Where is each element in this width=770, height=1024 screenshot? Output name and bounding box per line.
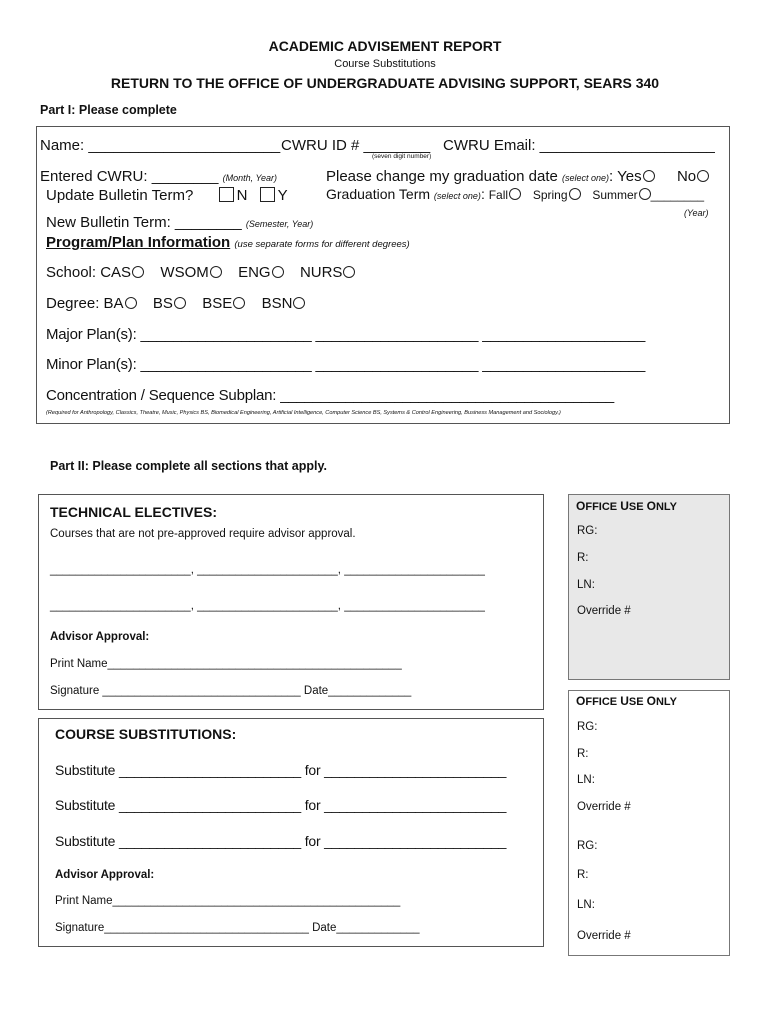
spring-radio[interactable] — [569, 188, 581, 200]
concentration-field[interactable]: Concentration / Sequence Subplan: _________________________________________ — [46, 387, 615, 404]
page-title: ACADEMIC ADVISEMENT REPORT — [268, 38, 502, 54]
substitute-row-1[interactable]: Substitute ________________________ for ________________________ — [55, 762, 507, 778]
degree-label: Degree: — [46, 295, 100, 312]
part1-heading: Part I: Please complete — [40, 103, 177, 117]
office2-override-1: Override # — [577, 801, 631, 813]
y-checkbox[interactable] — [260, 187, 275, 202]
cwru-id-note: (seven digit number) — [372, 153, 432, 160]
school-eng-label: ENG — [238, 264, 271, 281]
office1-r: R: — [577, 552, 589, 564]
school-wsom-label: WSOM — [160, 264, 209, 281]
tech-signature[interactable]: Signature _______________________________ Date_____________ — [50, 685, 412, 697]
school-cas-radio[interactable] — [132, 266, 144, 278]
tech-course-line-1[interactable]: ______________________, ______________________, ______________________ — [50, 564, 485, 576]
degree-bs-radio[interactable] — [174, 297, 186, 309]
school-cas-label: CAS — [100, 264, 132, 281]
y-label: Y — [277, 187, 288, 204]
office2-ln-2: LN: — [577, 899, 595, 911]
degree-bse-label: BSE — [202, 295, 233, 312]
summer-radio[interactable] — [639, 188, 651, 200]
degree-row — [46, 295, 305, 312]
subs-print-name[interactable]: Print Name_____________________________________________ — [55, 895, 401, 907]
summer-label: Summer — [592, 188, 638, 202]
grad-change-label: Please change my graduation date — [326, 168, 558, 185]
degree-bsn-label: BSN — [261, 295, 293, 312]
office1-ln: LN: — [577, 579, 595, 591]
tech-print-name[interactable]: Print Name______________________________________________ — [50, 658, 402, 670]
subs-advisor-label: Advisor Approval: — [55, 869, 155, 881]
select-one-note: (select one) — [562, 173, 610, 183]
school-row — [46, 264, 355, 281]
school-nurs-radio[interactable] — [343, 266, 355, 278]
update-bulletin-label: Update Bulletin Term? — [46, 187, 194, 204]
office2-ln-1: LN: — [577, 774, 595, 786]
degree-bs-label: BS — [152, 295, 173, 312]
entered-cwru-note: (Month, Year) — [222, 173, 277, 183]
update-bulletin-row — [46, 187, 288, 204]
name-field[interactable]: Name: _______________________ — [40, 137, 281, 154]
n-label: N — [236, 187, 248, 204]
minor-plan-field[interactable]: Minor Plan(s): _____________________ ____________________ ____________________ — [46, 356, 646, 373]
n-checkbox[interactable] — [219, 187, 234, 202]
grad-term-label: Graduation Term — [326, 186, 431, 202]
office-use-title-2: OFFICE USE ONLY — [576, 694, 677, 708]
grad-year-blank[interactable]: ________ — [650, 188, 705, 202]
spring-label: Spring — [532, 188, 568, 202]
school-wsom-radio[interactable] — [210, 266, 222, 278]
entered-cwru-label: Entered CWRU: ________ — [40, 168, 219, 185]
no-label: No — [676, 168, 697, 185]
office-use-title-1: OFFICE USE ONLY — [576, 499, 677, 513]
degree-bse-radio[interactable] — [233, 297, 245, 309]
cwru-id-field[interactable]: CWRU ID # ________ — [281, 137, 431, 154]
tech-note: Courses that are not pre-approved require advisor approval. — [50, 528, 356, 540]
page-subtitle: Course Substitutions — [334, 58, 436, 70]
year-note: (Year) — [684, 208, 709, 218]
grad-select-one-note: (select one) — [433, 191, 481, 201]
office2-override-2: Override # — [577, 930, 631, 942]
part2-heading: Part II: Please complete all sections that apply. — [50, 459, 327, 473]
office2-rg-1: RG: — [577, 721, 598, 733]
school-label: School: — [46, 264, 97, 281]
degree-ba-radio[interactable] — [125, 297, 137, 309]
program-heading — [46, 234, 410, 251]
required-note: (Required for Anthropology, Classics, Theatre, Music, Physics BS, Biomedical Engineering, Artificial Intelligence, Computer Science BS, Systems & Control Engineering, Business Management and Sociology.) — [46, 410, 561, 416]
no-radio[interactable] — [697, 170, 709, 182]
fall-label: Fall — [488, 188, 509, 202]
graduation-term-row: Graduation Term (select one): Fall Spring Summer ________ — [326, 186, 705, 202]
degree-bsn-radio[interactable] — [293, 297, 305, 309]
fall-radio[interactable] — [509, 188, 521, 200]
school-nurs-label: NURS — [299, 264, 343, 281]
new-bulletin-label: New Bulletin Term: ________ — [46, 214, 242, 231]
return-instructions: RETURN TO THE OFFICE OF UNDERGRADUATE ADVISING SUPPORT, SEARS 340 — [110, 75, 660, 91]
yes-radio[interactable] — [643, 170, 655, 182]
degree-ba-label: BA — [103, 295, 124, 312]
office2-r-1: R: — [577, 748, 589, 760]
office1-rg: RG: — [577, 525, 598, 537]
grad-date-change: Please change my graduation date (select one): Yes No — [326, 168, 709, 185]
tech-advisor-label: Advisor Approval: — [50, 631, 150, 643]
program-note: (use separate forms for different degrees) — [234, 239, 410, 250]
office2-r-2: R: — [577, 869, 589, 881]
major-plan-field[interactable]: Major Plan(s): _____________________ ____________________ ____________________ — [46, 326, 646, 343]
program-heading-label: Program/Plan Information — [46, 234, 231, 251]
tech-course-line-2[interactable]: ______________________, ______________________, ______________________ — [50, 600, 485, 612]
subs-title: COURSE SUBSTITUTIONS: — [55, 726, 237, 742]
new-bulletin-field[interactable] — [46, 214, 313, 231]
office1-override: Override # — [577, 605, 631, 617]
office2-rg-2: RG: — [577, 840, 598, 852]
substitute-row-2[interactable]: Substitute ________________________ for ________________________ — [55, 797, 507, 813]
substitute-row-3[interactable]: Substitute ________________________ for ________________________ — [55, 833, 507, 849]
yes-label: Yes — [617, 168, 642, 185]
new-bulletin-note: (Semester, Year) — [245, 219, 314, 229]
cwru-email-field[interactable]: CWRU Email: _____________________ — [443, 137, 715, 154]
tech-title: TECHNICAL ELECTIVES: — [50, 504, 217, 520]
school-eng-radio[interactable] — [272, 266, 284, 278]
subs-signature[interactable]: Signature________________________________ Date_____________ — [55, 922, 420, 934]
entered-cwru-field[interactable] — [40, 168, 277, 185]
